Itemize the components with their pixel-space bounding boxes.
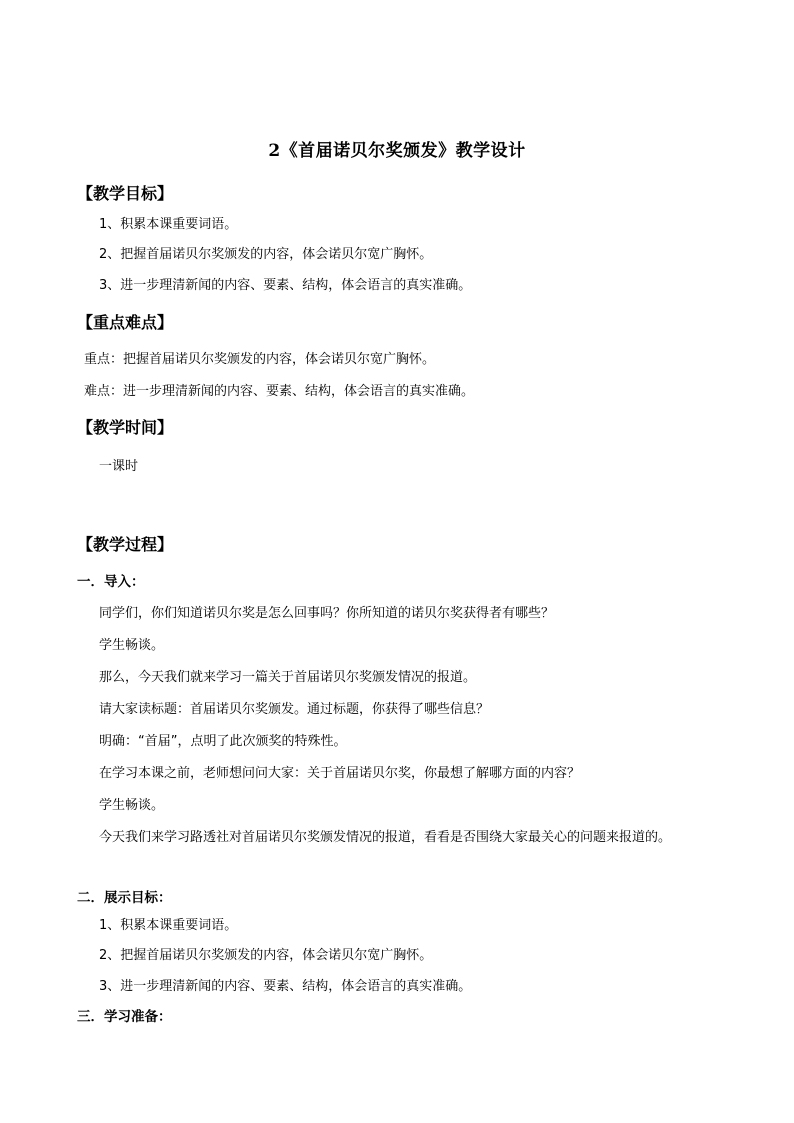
paragraph: 同学们，你们知道诺贝尔奖是怎么回事吗？你所知道的诺贝尔奖获得者有哪些？ [99,606,555,621]
section-1-heading: 一．导入： [77,574,145,590]
difficulty-item: 难点：进一步理清新闻的内容、要素、结构，体会语言的真实准确。 [84,384,475,399]
time-value: 一课时 [99,459,139,474]
goal-item-2: 2、把握首届诺贝尔奖颁发的内容，体会诺贝尔宽广胸怀。 [99,247,433,262]
paragraph: 明确：“首届”，点明了此次颁奖的特殊性。 [99,734,347,749]
paragraph: 学生畅谈。 [99,798,165,813]
paragraph: 请大家读标题：首届诺贝尔奖颁发。通过标题，你获得了哪些信息？ [99,702,490,717]
paragraph: 那么，今天我们就来学习一篇关于首届诺贝尔奖颁发情况的报道。 [99,670,477,685]
document-title: 2《首届诺贝尔奖颁发》教学设计 [268,141,526,161]
section-3-heading: 三．学习准备： [77,1009,172,1025]
section-2-item-3: 3、进一步理清新闻的内容、要素、结构，体会语言的真实准确。 [99,979,472,994]
goal-item-3: 3、进一步理清新闻的内容、要素、结构，体会语言的真实准确。 [99,278,472,293]
process-heading: 【教学过程】 [77,535,174,554]
paragraph: 学生畅谈。 [99,638,165,653]
section-2-item-1: 1、积累本课重要词语。 [99,918,238,933]
key-points-heading: 【重点难点】 [77,313,174,332]
time-heading: 【教学时间】 [77,418,174,437]
section-2-item-2: 2、把握首届诺贝尔奖颁发的内容，体会诺贝尔宽广胸怀。 [99,948,433,963]
key-point-item: 重点：把握首届诺贝尔奖颁发的内容，体会诺贝尔宽广胸怀。 [84,352,436,367]
goal-item-1: 1、积累本课重要词语。 [99,217,238,232]
paragraph: 在学习本课之前，老师想问问大家：关于首届诺贝尔奖，你最想了解哪方面的内容？ [99,766,581,781]
paragraph: 今天我们来学习路透社对首届诺贝尔奖颁发情况的报道，看看是否围绕大家最关心的问题来报道的。 [99,830,672,845]
goals-heading: 【教学目标】 [77,184,174,203]
section-2-heading: 二．展示目标： [77,890,172,906]
